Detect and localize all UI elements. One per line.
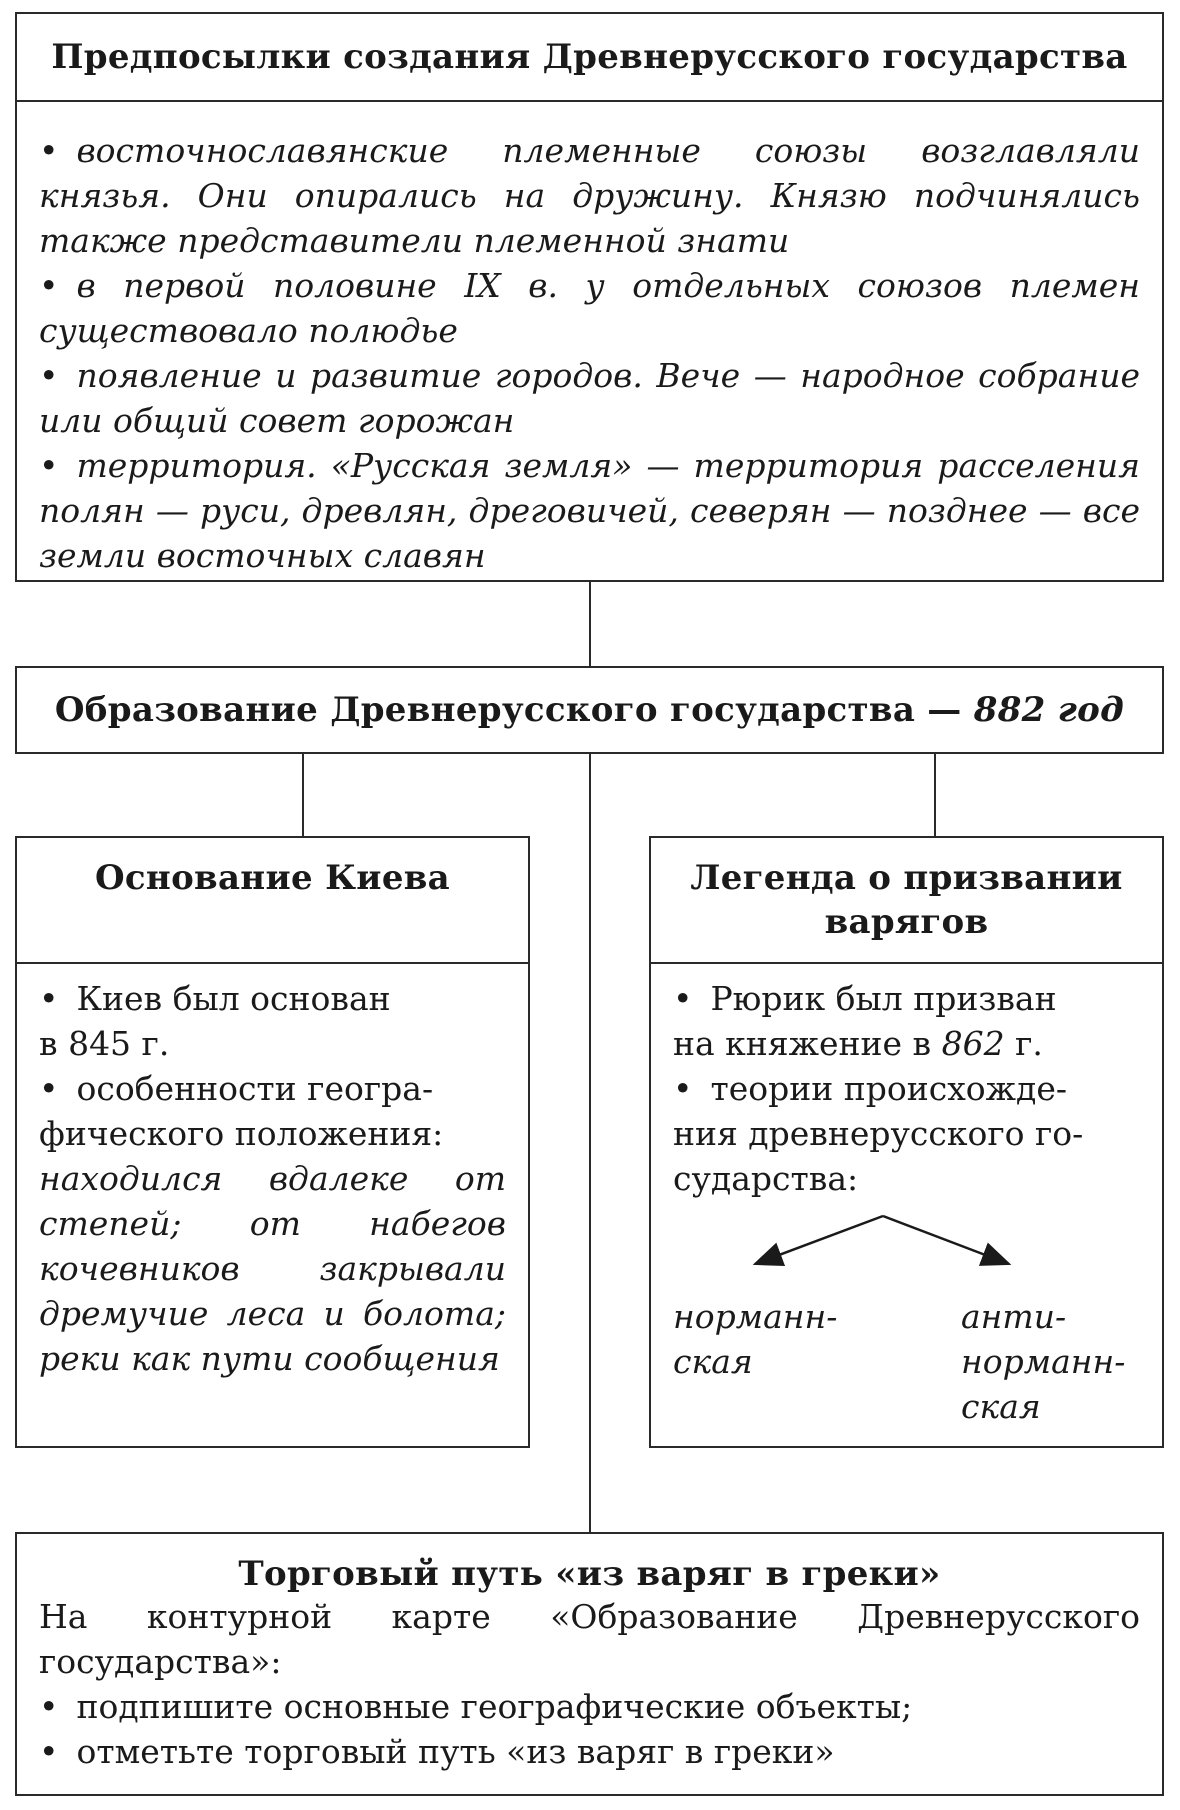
formation-title-text: Образование Древнерусского государства — xyxy=(54,690,962,730)
varangians-title xyxy=(651,838,1162,964)
theory-antinormanist xyxy=(961,1294,1125,1429)
varangians-year: 862 xyxy=(941,1024,1005,1063)
connector-prereq-formation xyxy=(589,580,591,668)
kiev-item-line: фического положения: xyxy=(39,1114,444,1153)
trade-task: • отметьте торговый путь «из варяг в греки» xyxy=(39,1729,1140,1774)
connector-formation-varangians xyxy=(934,752,936,838)
prereq-box xyxy=(15,12,1164,582)
kiev-item-line: в 845 г. xyxy=(39,1024,170,1063)
varangians-item-line xyxy=(673,1021,1140,1066)
kiev-box xyxy=(15,836,530,1448)
trade-box xyxy=(15,1532,1164,1796)
prereq-item: • восточнославянские племенные союзы возглавляли князья. Они опирались на дружину. Князю подчинялись также представители племенной знати xyxy=(39,128,1140,263)
trade-intro: На контурной карте «Образование Древнерусского государства»: xyxy=(39,1597,1140,1681)
kiev-geography-details: находился вдалеке от степей; от набегов кочевников закрывали дремучие леса и болота; реки как пути сообщения xyxy=(39,1159,506,1378)
trade-body xyxy=(17,1594,1162,1774)
varangians-item-line: сударства: xyxy=(673,1159,859,1198)
prereq-list xyxy=(17,102,1162,578)
varangians-title-line: варягов xyxy=(824,902,989,942)
varangians-item-line: ния древнерусского го- xyxy=(673,1114,1084,1153)
theory-normanist-line: норманн- xyxy=(673,1297,838,1336)
varangians-item-line: • Рюрик был призван xyxy=(673,976,1140,1021)
arrow-right xyxy=(883,1216,1009,1264)
connector-formation-kiev xyxy=(302,752,304,838)
formation-title xyxy=(17,668,1162,752)
theory-normanist-line: ская xyxy=(673,1342,753,1381)
connector-formation-trade xyxy=(589,752,591,1534)
kiev-item-line: • Киев был основан xyxy=(39,976,506,1021)
varangians-text: на княжение в xyxy=(673,1024,932,1063)
kiev-body xyxy=(17,964,528,1381)
prereq-item: • территория. «Русская земля» — территория расселения полян — руси, древлян, дреговичей, северян — позднее — все земли восточных славян xyxy=(39,443,1140,578)
trade-task: • подпишите основные географические объекты; xyxy=(39,1684,1140,1729)
formation-year: 882 год xyxy=(973,690,1125,730)
prereq-item: • появление и развитие городов. Вече — народное собрание или общий совет горожан xyxy=(39,353,1140,443)
formation-box xyxy=(15,666,1164,754)
varangians-text: г. xyxy=(1015,1024,1043,1063)
trade-title: Торговый путь «из варяг в греки» xyxy=(238,1554,941,1594)
prereq-item: • в первой половине IX в. у отдельных союзов племен существовало полюдье xyxy=(39,263,1140,353)
varangians-box xyxy=(649,836,1164,1448)
prereq-title: Предпосылки создания Древнерусского государства xyxy=(17,14,1162,102)
theory-antinormanist-line: норманн- xyxy=(961,1342,1126,1381)
kiev-title: Основание Киева xyxy=(17,838,528,964)
theory-antinormanist-line: ская xyxy=(961,1387,1041,1426)
varangians-body xyxy=(651,964,1162,1201)
kiev-item-line: • особенности геогра- xyxy=(39,1066,506,1111)
arrow-left xyxy=(755,1216,883,1264)
theory-normanist xyxy=(673,1294,837,1384)
theory-antinormanist-line: анти- xyxy=(961,1297,1067,1336)
varangians-item-line: • теории происхожде- xyxy=(673,1066,1140,1111)
theories-arrows xyxy=(651,1208,1166,1288)
varangians-title-line: Легенда о призвании xyxy=(690,858,1123,898)
